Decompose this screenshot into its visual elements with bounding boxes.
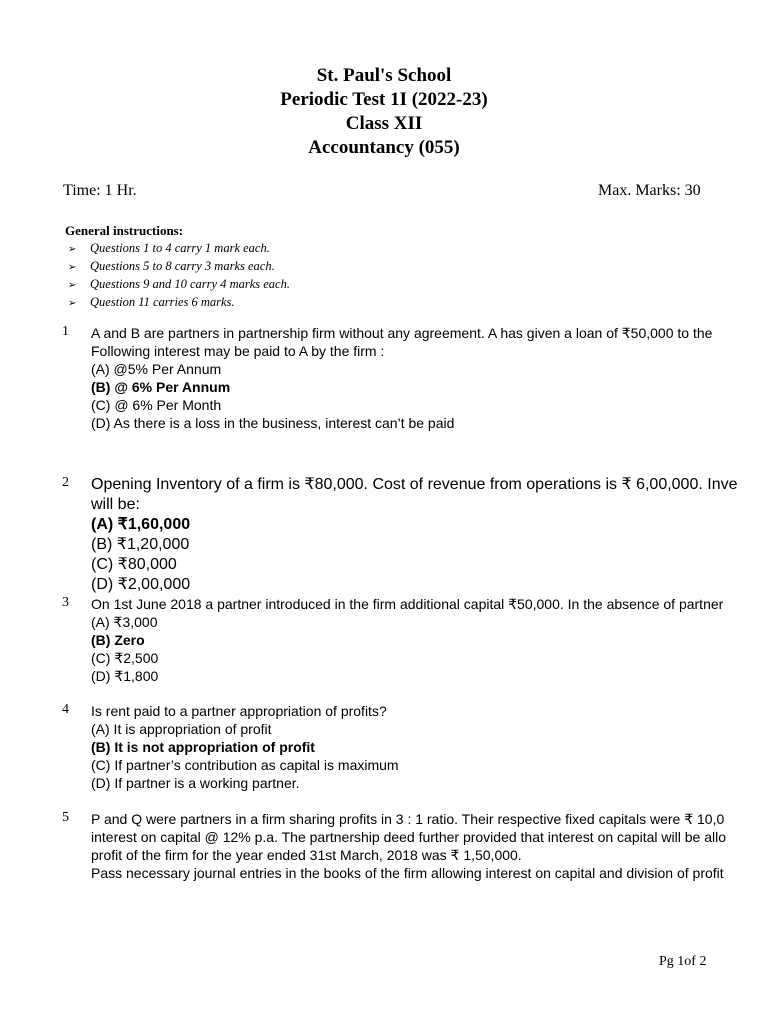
question-number: 3 <box>62 595 69 610</box>
option-a: (A) ₹3,000 <box>91 614 158 630</box>
option-b-answer: (B) It is not appropriation of profit <box>91 739 315 755</box>
option-a: (A) @5% Per Annum <box>91 361 222 377</box>
test-title: Periodic Test 1I (2022-23) <box>280 89 488 110</box>
question-text-line: Following interest may be paid to A by the firm : <box>91 343 385 359</box>
arrowhead-bullet-icon: ➢ <box>68 298 77 309</box>
question-text-line: On 1st June 2018 a partner introduced in the firm additional capital ₹50,000. In the absence of partner <box>91 596 724 612</box>
arrowhead-bullet-icon: ➢ <box>68 244 77 255</box>
question-number: 2 <box>62 475 69 490</box>
question-text-line: Is rent paid to a partner appropriation of profits? <box>91 703 387 719</box>
option-a: (A) It is appropriation of profit <box>91 721 272 737</box>
question-number: 5 <box>62 810 69 825</box>
option-b-answer: (B) Zero <box>91 632 145 648</box>
instruction-item: ➢ Questions 9 and 10 carry 4 marks each. <box>68 276 290 294</box>
question-body <box>91 324 768 432</box>
arrowhead-bullet-icon: ➢ <box>68 262 77 273</box>
option-c: (C) ₹80,000 <box>91 556 177 573</box>
option-a-answer: (A) ₹1,60,000 <box>91 516 191 533</box>
subject-name: Accountancy (055) <box>308 137 460 158</box>
question-body <box>91 702 768 792</box>
school-name: St. Paul's School <box>316 65 452 86</box>
question-text-line: Opening Inventory of a firm is ₹80,000. Cost of revenue from operations is ₹ 6,00,000. Inve <box>91 476 738 493</box>
instruction-item: ➢ Questions 1 to 4 carry 1 mark each. <box>68 240 290 258</box>
instruction-item: ➢ Question 11 carries 6 marks. <box>68 294 290 312</box>
option-b: (B) ₹1,20,000 <box>91 536 190 553</box>
max-marks-label: Max. Marks: 30 <box>598 182 701 199</box>
question-number: 4 <box>62 702 69 717</box>
option-d: (D) ₹2,00,000 <box>91 576 191 593</box>
arrowhead-bullet-icon: ➢ <box>68 280 77 291</box>
class-name: Class XII <box>345 113 423 134</box>
question-text-line: Pass necessary journal entries in the books of the firm allowing interest on capital and division of profit <box>91 865 724 881</box>
question-number: 1 <box>62 324 69 339</box>
question-text-line: A and B are partners in partnership firm without any agreement. A has given a loan of ₹50,000 to the <box>91 325 713 341</box>
instructions-list <box>68 240 290 312</box>
paper-header <box>0 64 768 160</box>
instructions-title: General instructions: <box>65 223 184 238</box>
option-d: (D) If partner is a working partner. <box>91 775 300 791</box>
question-text-line: profit of the firm for the year ended 31st March, 2018 was ₹ 1,50,000. <box>91 847 522 863</box>
option-c: (C) ₹2,500 <box>91 650 159 666</box>
option-b-answer: (B) @ 6% Per Annum <box>91 379 231 395</box>
page-number: Pg 1of 2 <box>659 954 707 969</box>
option-c: (C) @ 6% Per Month <box>91 397 222 413</box>
option-d: (D) ₹1,800 <box>91 668 159 684</box>
option-d: (D) As there is a loss in the business, interest can’t be paid <box>91 415 455 431</box>
question-body <box>91 475 768 595</box>
time-label: Time: 1 Hr. <box>63 182 137 199</box>
question-text-line: will be: <box>91 496 140 513</box>
question-body <box>91 810 768 882</box>
question-body <box>91 595 768 685</box>
option-c: (C) If partner’s contribution as capital is maximum <box>91 757 399 773</box>
question-text-line: P and Q were partners in a firm sharing profits in 3 : 1 ratio. Their respective fixed capitals were ₹ 10,0 <box>91 811 725 827</box>
question-text-line: interest on capital @ 12% p.a. The partnership deed further provided that interest on capital will be allo <box>91 829 726 845</box>
instruction-item: ➢ Questions 5 to 8 carry 3 marks each. <box>68 258 290 276</box>
